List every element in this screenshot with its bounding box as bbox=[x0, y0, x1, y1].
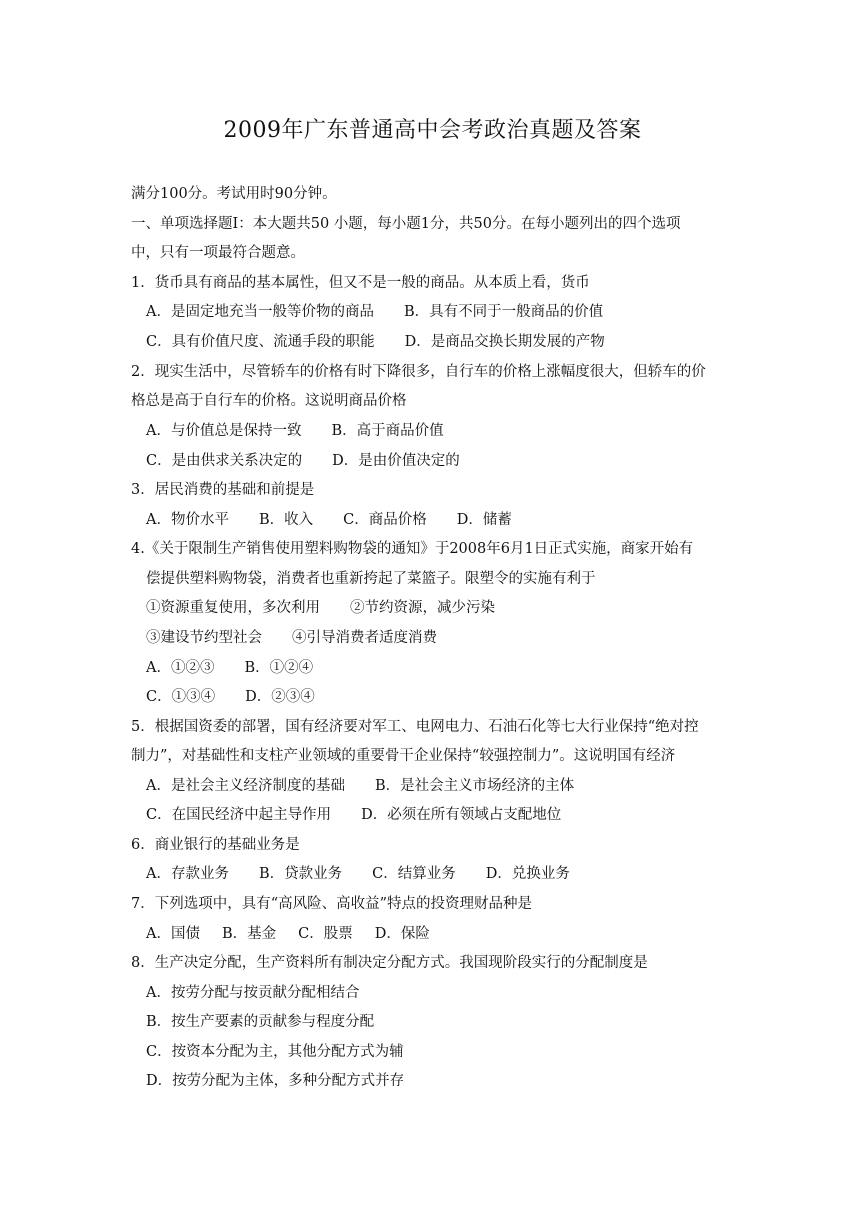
question-6-stem: 6．商业银行的基础业务是 bbox=[131, 837, 300, 853]
option-b: B．贷款业务 bbox=[258, 866, 343, 882]
statement-1: ①资源重复使用，多次利用 bbox=[146, 600, 320, 616]
section-heading: 一、单项选择题Ⅰ：本大题共50 小题，每小题1分，共50分。在每小题列出的四个选项 bbox=[131, 216, 681, 232]
option-b: B．是社会主义市场经济的主体 bbox=[374, 778, 575, 794]
option-c: C．商品价格 bbox=[343, 512, 427, 528]
question-1-options-row bbox=[146, 302, 603, 322]
option-c: C．按资本分配为主，其他分配方式为辅 bbox=[146, 1044, 404, 1060]
option-d: D．是商品交换长期发展的产物 bbox=[404, 334, 605, 350]
option-a: A．物价水平 bbox=[146, 512, 229, 528]
question-2-stem: 2．现实生活中，尽管轿车的价格有时下降很多，自行车的价格上涨幅度很大，但轿车的价 bbox=[131, 364, 706, 380]
question-7-stem: 7．下列选项中，具有“高风险、高收益”特点的投资理财品种是 bbox=[131, 896, 533, 912]
question-7-options-row bbox=[146, 924, 430, 944]
question-1-options-row bbox=[146, 332, 605, 352]
option-c: C．①③④ bbox=[146, 689, 216, 705]
question-4-items-row bbox=[146, 628, 437, 648]
option-c: C．具有价值尺度、流通手段的职能 bbox=[146, 334, 375, 350]
exam-intro: 满分100分。考试用时90分钟。 bbox=[131, 186, 337, 202]
option-d: D．按劳分配为主体，多种分配方式并存 bbox=[146, 1073, 405, 1089]
option-b: B．按生产要素的贡献参与程度分配 bbox=[146, 1014, 375, 1030]
option-c: C．结算业务 bbox=[372, 866, 456, 882]
question-4-options-row bbox=[146, 658, 313, 678]
option-b: B．①②④ bbox=[244, 660, 314, 676]
page-title: 2009年广东普通高中会考政治真题及答案 bbox=[223, 118, 642, 143]
option-d: D．必须在所有领域占支配地位 bbox=[361, 807, 562, 823]
question-2-options-row bbox=[146, 421, 444, 441]
question-2-stem-cont: 格总是高于自行车的价格。这说明商品价格 bbox=[131, 393, 407, 409]
option-b: B．收入 bbox=[258, 512, 314, 528]
statement-3: ③建设节约型社会 bbox=[146, 630, 262, 646]
option-d: D．②③④ bbox=[245, 689, 315, 705]
option-a: A．存款业务 bbox=[146, 866, 229, 882]
option-b: B．高于商品价值 bbox=[331, 423, 444, 439]
option-d: D．兑换业务 bbox=[485, 866, 570, 882]
option-a: A．按劳分配与按贡献分配相结合 bbox=[146, 985, 360, 1001]
option-b: B．具有不同于一般商品的价值 bbox=[403, 304, 604, 320]
option-a: A．与价值总是保持一致 bbox=[146, 423, 302, 439]
option-d: D．储蓄 bbox=[456, 512, 512, 528]
question-8-stem: 8．生产决定分配，生产资料所有制决定分配方式。我国现阶段实行的分配制度是 bbox=[131, 955, 648, 971]
question-3-options-row bbox=[146, 510, 512, 530]
statement-4: ④引导消费者适度消费 bbox=[292, 630, 437, 646]
option-a: A．是社会主义经济制度的基础 bbox=[146, 778, 345, 794]
option-d: D．是由价值决定的 bbox=[332, 453, 460, 469]
option-a: A．是固定地充当一般等价物的商品 bbox=[146, 304, 374, 320]
question-2-options-row bbox=[146, 451, 460, 471]
option-d: D．保险 bbox=[374, 926, 430, 942]
option-c: C．是由供求关系决定的 bbox=[146, 453, 303, 469]
question-5-stem-cont: 制力”，对基础性和支柱产业领域的重要骨干企业保持“较强控制力”。这说明国有经济 bbox=[131, 748, 676, 764]
question-4-stem-cont: 偿提供塑料购物袋，消费者也重新挎起了菜篮子。限塑令的实施有利于 bbox=[146, 571, 596, 587]
question-5-options-row bbox=[146, 805, 561, 825]
option-c: C．股票 bbox=[298, 926, 353, 942]
question-4-items-row bbox=[146, 598, 495, 618]
option-a: A．①②③ bbox=[146, 660, 215, 676]
question-3-stem: 3．居民消费的基础和前提是 bbox=[131, 482, 315, 498]
section-heading-cont: 中，只有一项最符合题意。 bbox=[131, 245, 305, 261]
question-5-options-row bbox=[146, 776, 574, 796]
statement-2: ②节约资源，减少污染 bbox=[350, 600, 495, 616]
option-a: A．国债 bbox=[146, 926, 200, 942]
question-1-stem: 1．货币具有商品的基本属性，但又不是一般的商品。从本质上看，货币 bbox=[131, 275, 590, 291]
option-b: B．基金 bbox=[221, 926, 277, 942]
question-4-options-row bbox=[146, 687, 315, 707]
question-5-stem: 5．根据国资委的部署，国有经济要对军工、电网电力、石油石化等七大行业保持“绝对控 bbox=[131, 719, 699, 735]
option-c: C．在国民经济中起主导作用 bbox=[146, 807, 332, 823]
question-4-stem: 4.《关于限制生产销售使用塑料购物袋的通知》于2008年6月1日正式实施，商家开始有 bbox=[131, 541, 694, 557]
question-6-options-row bbox=[146, 864, 570, 884]
